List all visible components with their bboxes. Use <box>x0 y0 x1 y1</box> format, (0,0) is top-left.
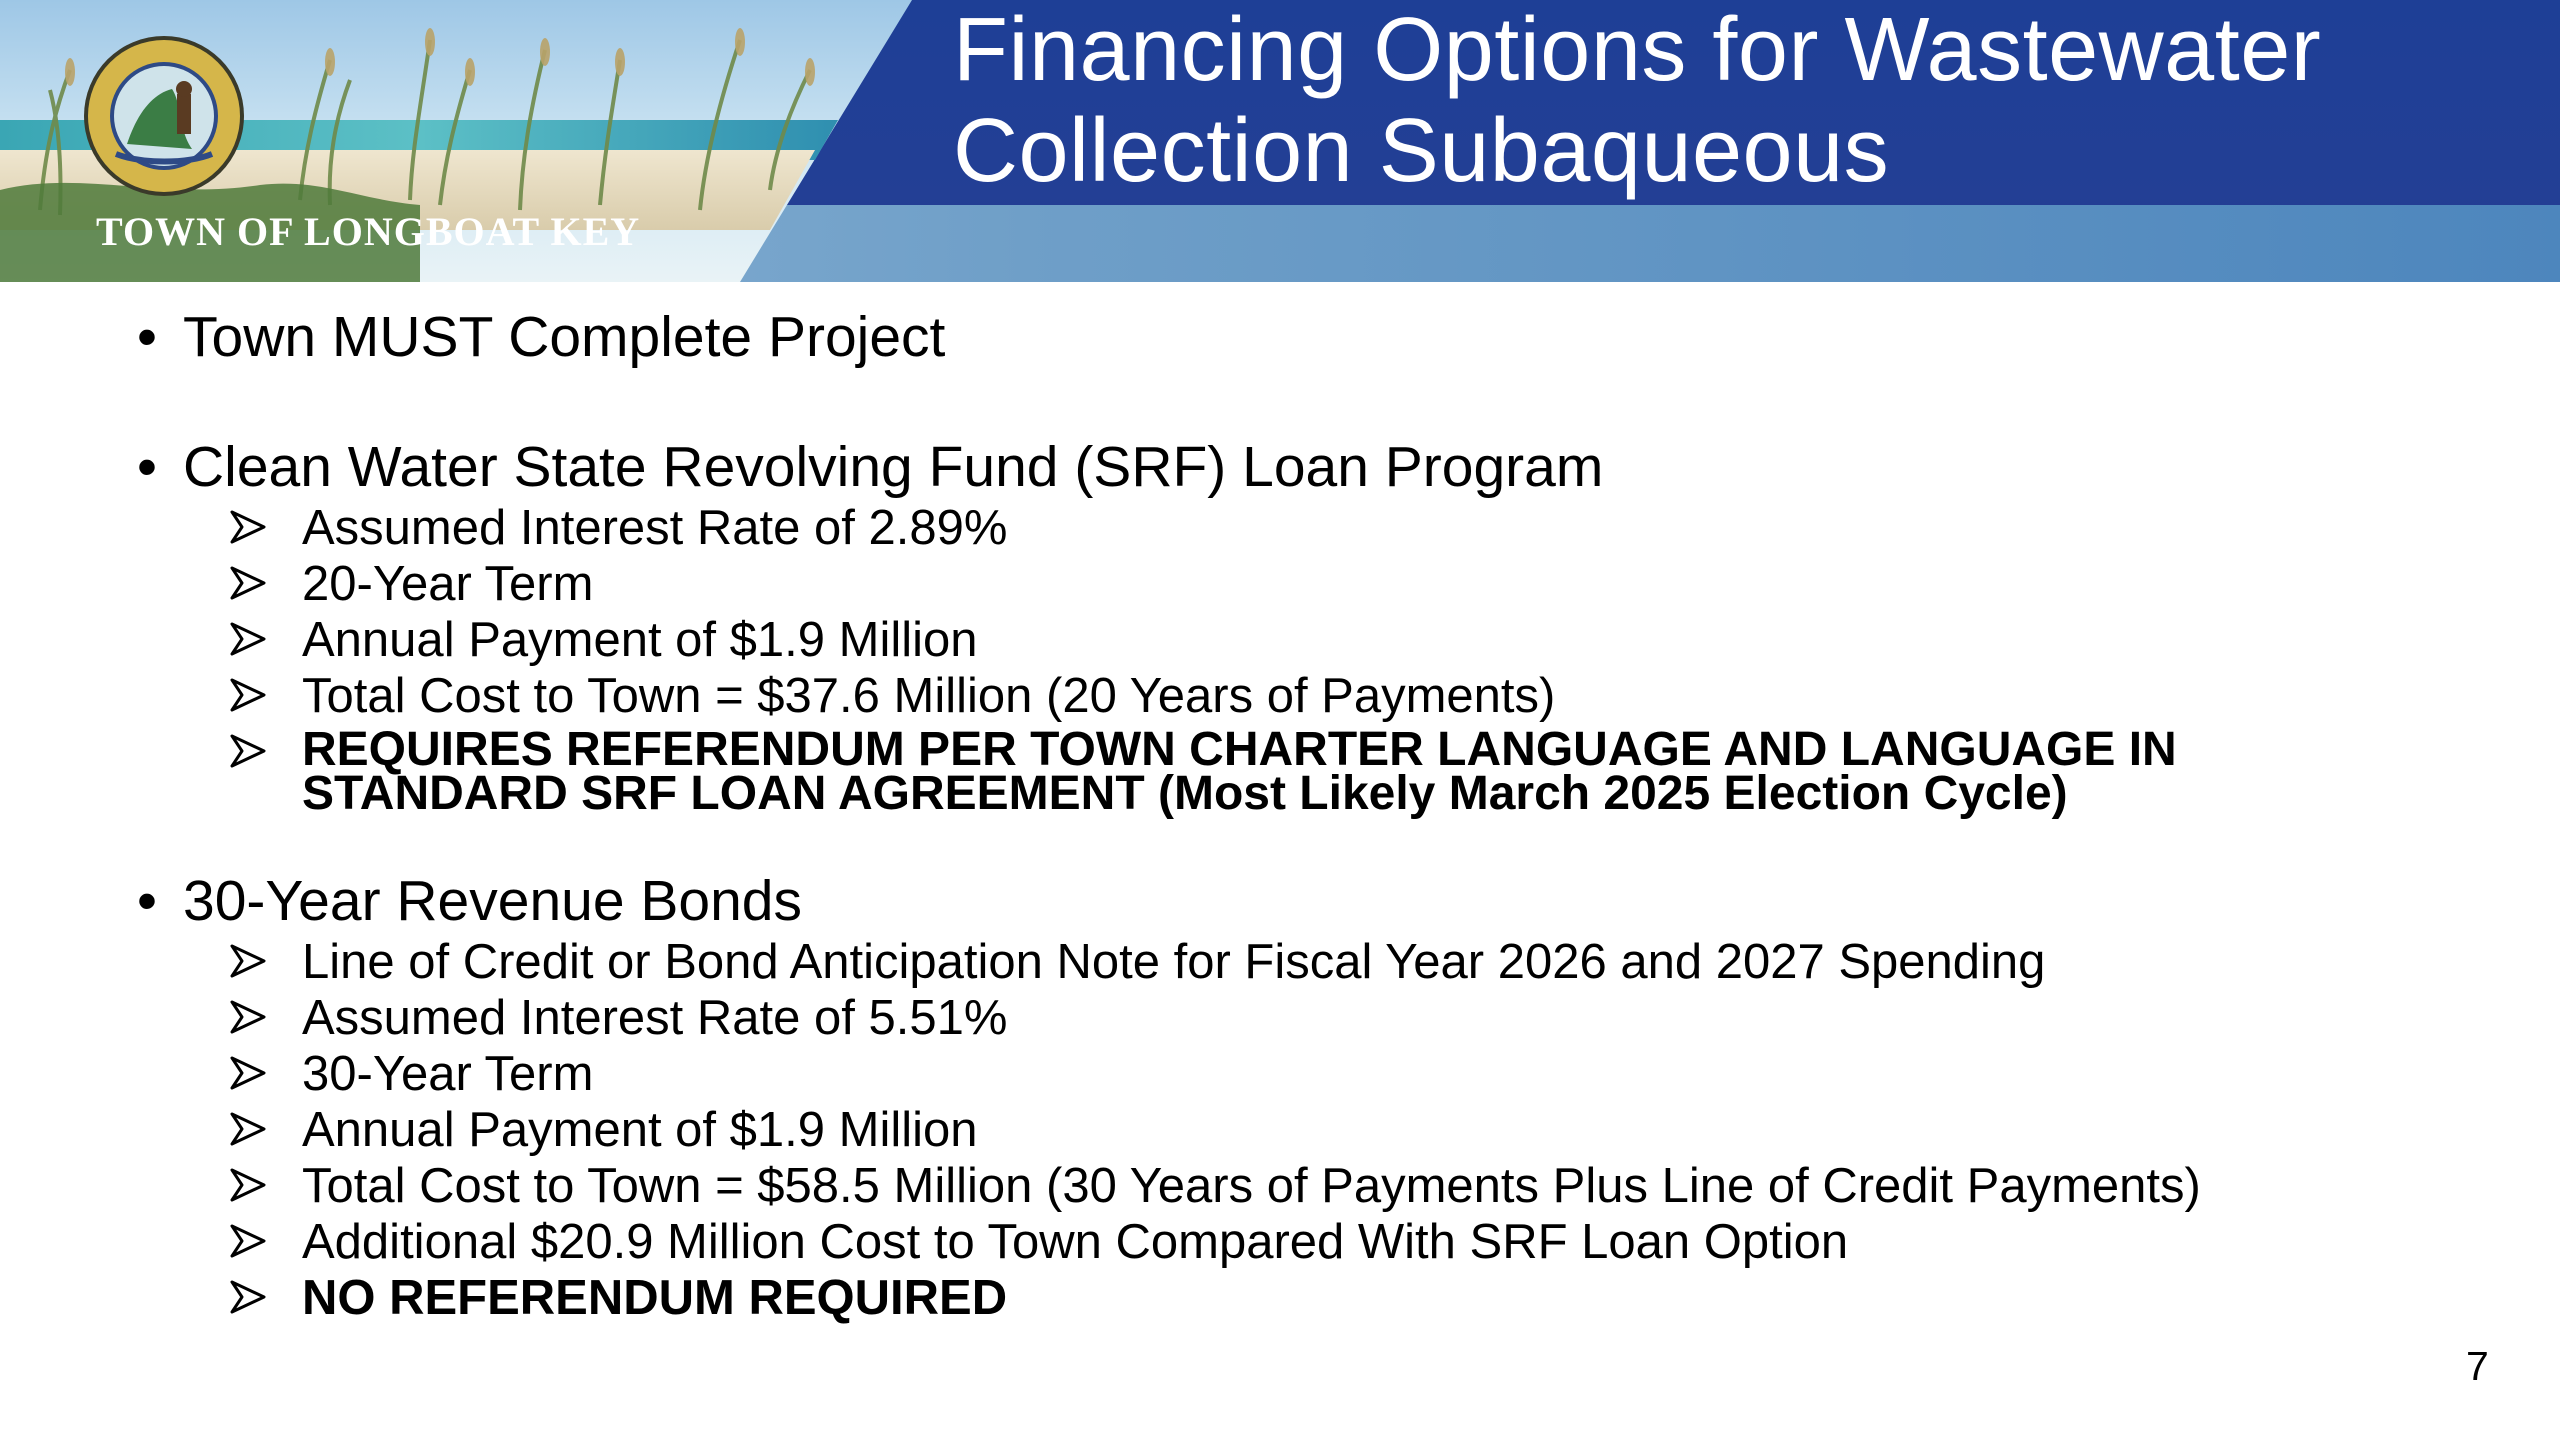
bullet-label: Town MUST Complete Project <box>183 305 946 369</box>
slide-title-line-2: Collection Subaqueous <box>953 101 1890 201</box>
bullet-item <box>137 868 803 934</box>
arrow-bullet-icon <box>230 1166 268 1204</box>
sub-bullet-item <box>302 1046 593 1102</box>
arrow-bullet-icon <box>230 732 268 770</box>
bullet-item <box>137 304 946 370</box>
sub-bullet-text: Annual Payment of $1.9 Million <box>302 1103 978 1157</box>
sub-bullet-text: 30-Year Term <box>302 1047 594 1101</box>
sub-bullet-text: Line of Credit or Bond Anticipation Note for Fiscal Year 2026 and 2027 Spending <box>302 935 2046 989</box>
sub-bullet-item <box>302 990 1007 1046</box>
arrow-bullet-icon <box>230 998 268 1036</box>
bullet-dot: • <box>137 869 157 933</box>
arrow-bullet-icon <box>230 942 268 980</box>
bullet-dot: • <box>137 435 157 499</box>
sub-bullet-item <box>302 500 1007 556</box>
sub-bullet-item <box>302 1214 1848 1270</box>
sub-bullet-text: Total Cost to Town = $37.6 Million (20 Years of Payments) <box>302 669 1556 723</box>
sub-bullet-item <box>302 1270 1007 1326</box>
bullet-item <box>137 434 1604 500</box>
sub-bullet-item <box>302 934 2045 990</box>
sub-bullet-text: NO REFERENDUM REQUIRED <box>302 1271 1008 1325</box>
sub-bullet-text-line-2: STANDARD SRF LOAN AGREEMENT (Most Likely March 2025 Election Cycle) <box>302 767 2068 820</box>
sub-bullet-item <box>302 1158 2201 1214</box>
bullet-label: Clean Water State Revolving Fund (SRF) Loan Program <box>183 435 1604 499</box>
bullet-label: 30-Year Revenue Bonds <box>183 869 803 933</box>
arrow-bullet-icon <box>230 1054 268 1092</box>
arrow-bullet-icon <box>230 1222 268 1260</box>
arrow-bullet-icon <box>230 676 268 714</box>
arrow-bullet-icon <box>230 1278 268 1316</box>
sub-bullet-text: Total Cost to Town = $58.5 Million (30 Years of Payments Plus Line of Credit Payments) <box>302 1159 2201 1213</box>
sub-bullet-item <box>302 556 593 612</box>
page-number: 7 <box>2466 1343 2489 1389</box>
sub-bullet-text: Assumed Interest Rate of 2.89% <box>302 501 1008 555</box>
arrow-bullet-icon <box>230 508 268 546</box>
slide-title-line-1: Financing Options for Wastewater <box>953 0 2322 100</box>
sub-bullet-item <box>302 1102 978 1158</box>
sub-bullet-text: Additional $20.9 Million Cost to Town Compared With SRF Loan Option <box>302 1215 1849 1269</box>
arrow-bullet-icon <box>230 620 268 658</box>
town-name-label: TOWN OF LONGBOAT KEY <box>96 209 641 254</box>
sub-bullet-text-line-1: REQUIRES REFERENDUM PER TOWN CHARTER LANGUAGE AND LANGUAGE IN <box>302 723 2177 776</box>
arrow-bullet-icon <box>230 564 268 602</box>
sub-bullet-text: Annual Payment of $1.9 Million <box>302 613 978 667</box>
sub-bullet-text: Assumed Interest Rate of 5.51% <box>302 991 1008 1045</box>
arrow-bullet-icon <box>230 1110 268 1148</box>
sub-bullet-item <box>302 668 1555 724</box>
sub-bullet-item <box>302 723 2177 820</box>
sub-bullet-text: 20-Year Term <box>302 557 594 611</box>
bullet-dot: • <box>137 305 157 369</box>
sub-bullet-item <box>302 612 978 668</box>
